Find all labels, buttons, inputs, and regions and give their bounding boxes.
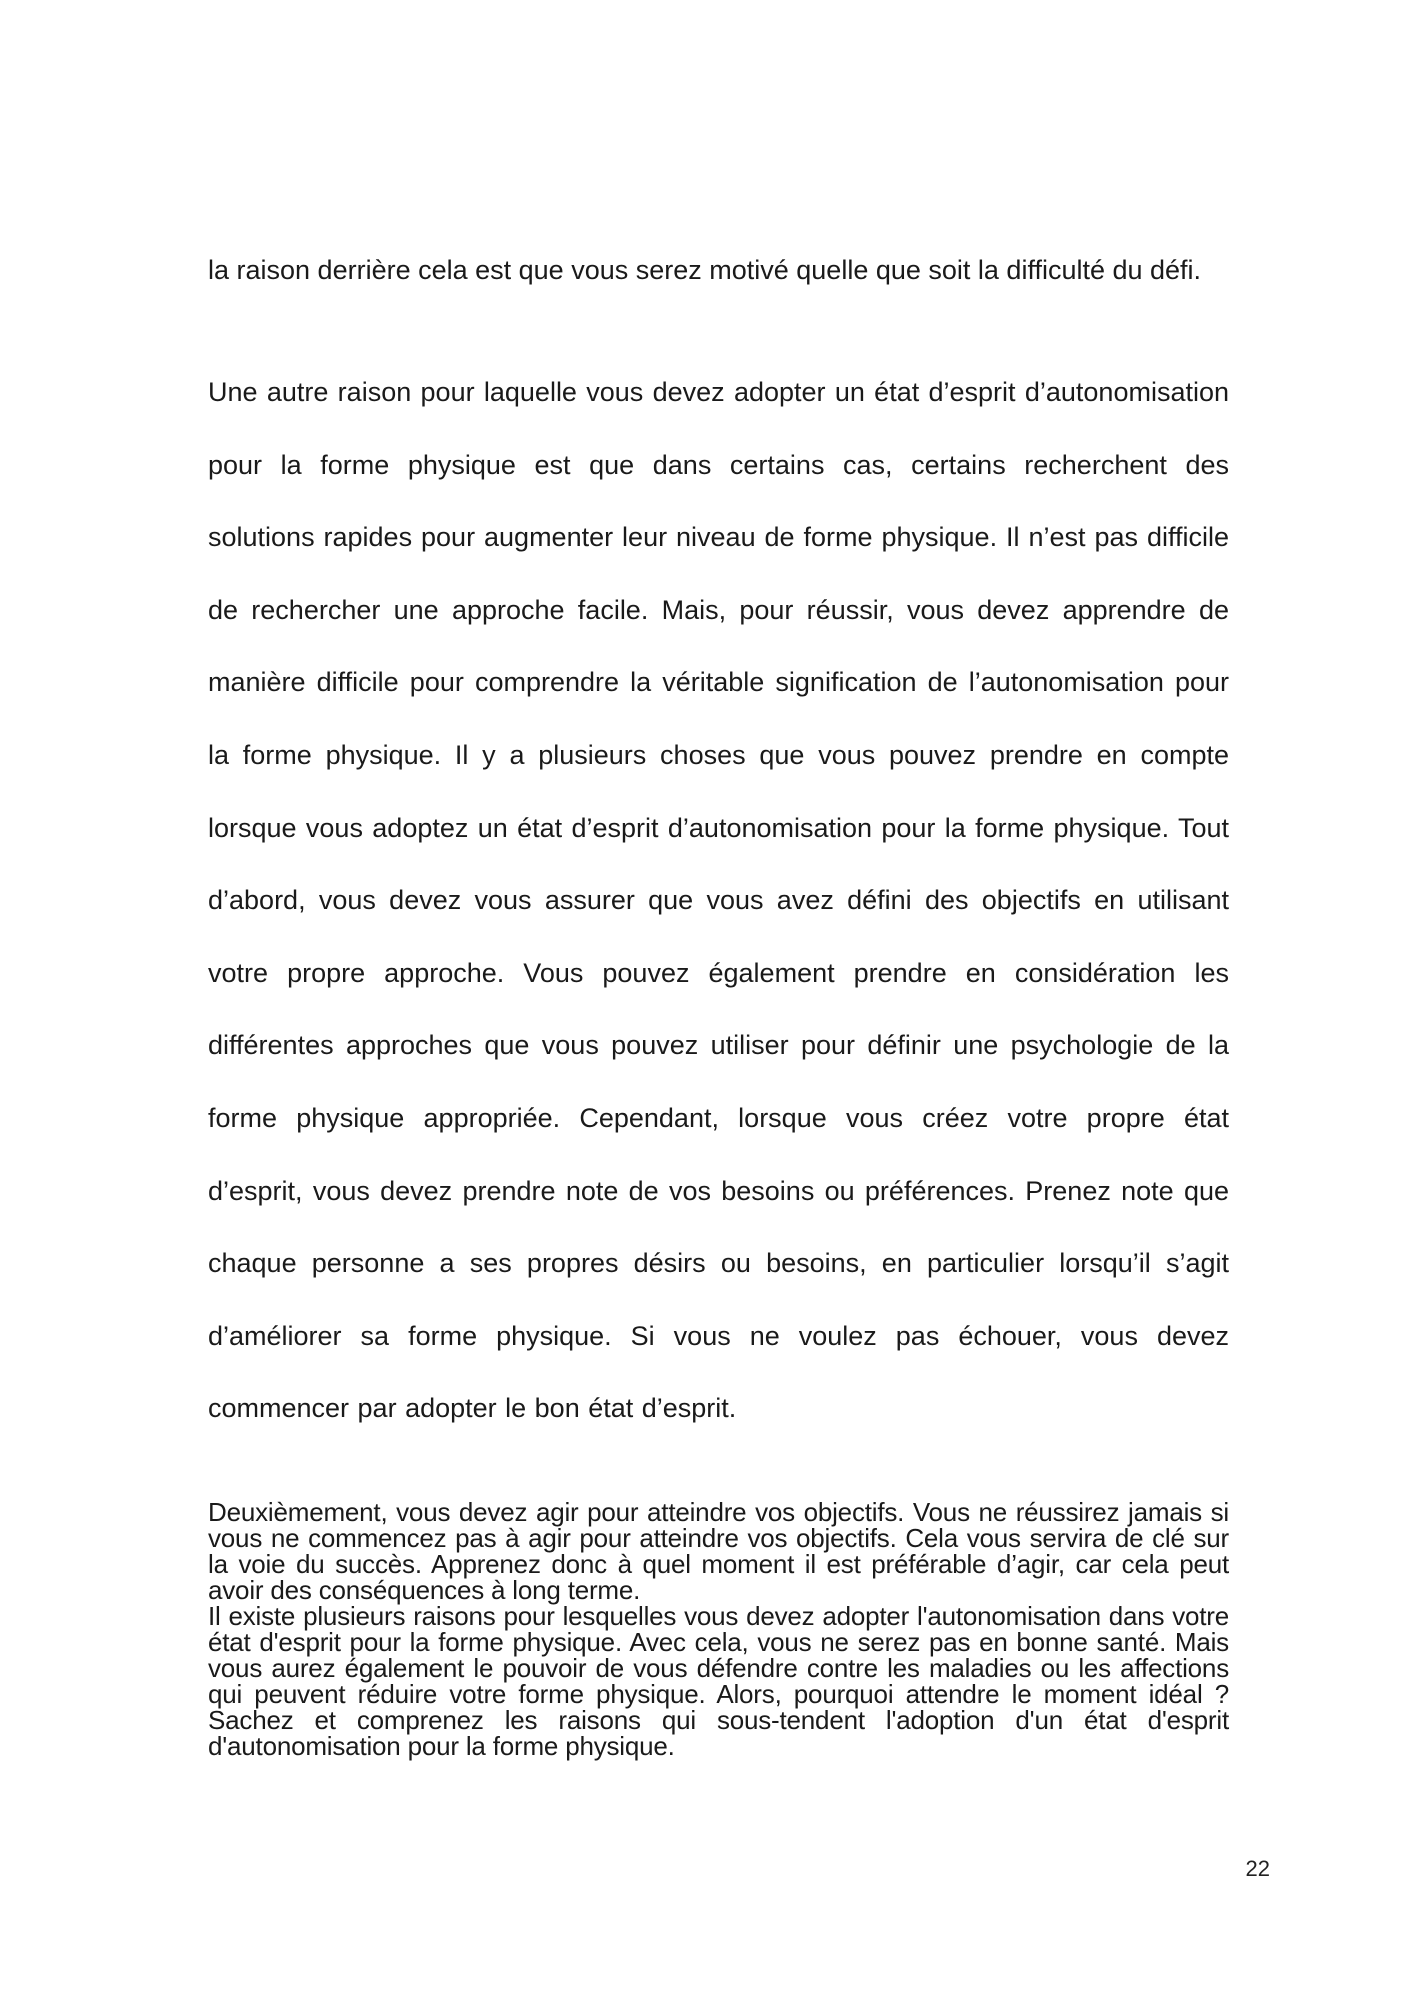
paragraph-empowerment-mindset: Une autre raison pour laquelle vous devez adopter un état d’esprit d’autonomisation pour la forme physique est que dans certains cas, certains recherchent des solutions rapides pour augmenter leur niveau de forme physique. Il n’est pas difficile de rechercher une approche facile. Mais, pour réussir, vous devez apprendre de manière difficile pour comprendre la véritable signification de l’autonomisation pour la forme physique. Il y a plusieurs choses que vous pouvez prendre en compte lorsque vous adoptez un état d’esprit d’autonomisation pour la forme physique. Tout d’abord, vous devez vous assurer que vous avez défini des objectifs en utilisant votre propre approche. Vous pouvez également prendre en considération les différentes approches que vous pouvez utiliser pour définir une psychologie de la forme physique appropriée. Cependant, lorsque vous créez votre propre état d’esprit, vous devez prendre note de vos besoins ou préférences. Prenez note que chaque personne a ses propres désirs ou besoins, en particulier lorsqu’il s’agit d’améliorer sa forme physique. Si vous ne voulez pas échouer, vous devez commencer par adopter le bon état d’esprit. <box>208 377 1229 1424</box>
paragraph-take-action: Deuxièmement, vous devez agir pour atteindre vos objectifs. Vous ne réussirez jamais si vous ne commencez pas à agir pour atteindre vos objectifs. Cela vous servira de clé sur la voie du succès. Apprenez donc à quel moment il est préférable d’agir, car cela peut avoir des conséquences à long terme. <box>208 1497 1229 1605</box>
paragraph-continuation: la raison derrière cela est que vous serez motivé quelle que soit la difficulté du défi. <box>208 255 1202 285</box>
paragraph-reasons: Il existe plusieurs raisons pour lesquelles vous devez adopter l'autonomisation dans votre état d'esprit pour la forme physique. Avec cela, vous ne serez pas en bonne santé. Mais vous aurez également le pouvoir de vous défendre contre les maladies ou les affections qui peuvent réduire votre forme physique. Alors, pourquoi attendre le moment idéal ? Sachez et comprenez les raisons qui sous-tendent l'adoption d'un état d'esprit d'autonomisation pour la forme physique. <box>208 1601 1229 1761</box>
page-number: 22 <box>1245 1856 1270 1881</box>
